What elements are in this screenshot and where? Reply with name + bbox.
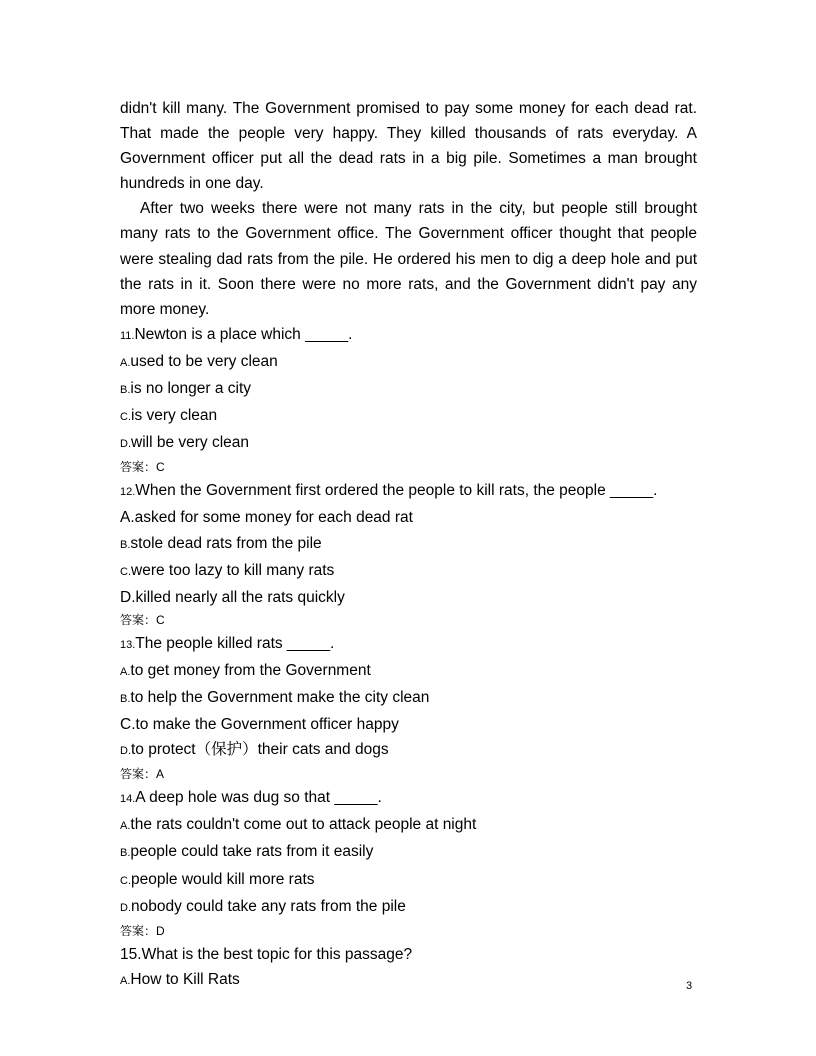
option-letter: A. bbox=[120, 356, 131, 369]
option-d bbox=[120, 737, 697, 764]
answer-key: 答案：A bbox=[120, 767, 165, 782]
option-letter: A. bbox=[120, 820, 131, 833]
option-text: were too lazy to kill many rats bbox=[131, 561, 335, 579]
option-a bbox=[120, 505, 697, 530]
option-a bbox=[120, 967, 697, 994]
question-text: What is the best topic for this passage? bbox=[141, 945, 413, 963]
question-11 bbox=[120, 322, 697, 478]
option-text: killed nearly all the rats quickly bbox=[135, 588, 345, 606]
question-number: 14. bbox=[120, 793, 136, 806]
option-letter: A. bbox=[120, 665, 131, 678]
option-c bbox=[120, 558, 697, 585]
question-number: 15. bbox=[120, 945, 142, 963]
answer-key: 答案：D bbox=[120, 923, 165, 938]
option-text: used to be very clean bbox=[130, 352, 278, 370]
question-number: 11. bbox=[120, 329, 135, 342]
passage-paragraph-2: After two weeks there were not many rats in the city, but people still brought many rats to the Government office. The Government officer thought that people were stealing dad rats from the pile. He ordered his men to dig a deep hole and put the rats in it. Soon there were no more rats, and the Government didn't pay any more money. bbox=[120, 200, 697, 318]
question-number: 13. bbox=[120, 638, 136, 651]
question-15 bbox=[120, 942, 697, 994]
question-stem bbox=[120, 942, 697, 967]
option-text: asked for some money for each dead rat bbox=[134, 509, 413, 527]
option-text: nobody could take any rats from the pile bbox=[131, 897, 406, 915]
option-text: people would kill more rats bbox=[131, 870, 315, 888]
option-letter: D. bbox=[120, 745, 131, 758]
option-b bbox=[120, 685, 697, 712]
option-c bbox=[120, 712, 697, 737]
option-a bbox=[120, 349, 697, 376]
option-c bbox=[120, 867, 697, 894]
option-letter: C. bbox=[120, 565, 131, 578]
option-text: people could take rats from it easily bbox=[130, 843, 374, 861]
question-stem bbox=[120, 478, 697, 505]
option-letter: B. bbox=[120, 538, 131, 551]
option-letter: C. bbox=[120, 874, 131, 887]
option-letter: C. bbox=[120, 716, 136, 734]
option-text: to get money from the Government bbox=[130, 661, 371, 679]
option-d bbox=[120, 585, 697, 610]
option-letter: A. bbox=[120, 974, 131, 987]
option-text: the rats couldn't come out to attack people at night bbox=[130, 816, 477, 834]
option-a bbox=[120, 812, 697, 839]
option-text: will be very clean bbox=[131, 434, 250, 452]
page-content bbox=[120, 96, 697, 994]
option-text: is very clean bbox=[131, 407, 218, 425]
option-b bbox=[120, 839, 697, 866]
question-stem bbox=[120, 631, 697, 658]
question-text: When the Government first ordered the people to kill rats, the people _____. bbox=[135, 482, 658, 500]
option-text: stole dead rats from the pile bbox=[130, 534, 322, 552]
question-text: A deep hole was dug so that _____. bbox=[135, 789, 382, 807]
option-a bbox=[120, 658, 697, 685]
option-c bbox=[120, 403, 697, 430]
option-text: to protect（保护）their cats and dogs bbox=[131, 741, 389, 759]
option-letter: D. bbox=[120, 588, 136, 606]
question-number: 12. bbox=[120, 486, 136, 499]
answer-key: 答案：C bbox=[120, 460, 165, 475]
option-text: to make the Government officer happy bbox=[135, 716, 399, 734]
option-letter: B. bbox=[120, 692, 131, 705]
question-12 bbox=[120, 478, 697, 630]
option-letter: A. bbox=[120, 509, 135, 527]
question-14 bbox=[120, 785, 697, 941]
option-b bbox=[120, 531, 697, 558]
option-letter: B. bbox=[120, 847, 131, 860]
passage-paragraph-1: didn't kill many. The Government promised to pay some money for each dead rat. That made the people very happy. They killed thousands of rats everyday. A Government officer put all the dead rats in a big pile. Sometimes a man brought hundreds in one day. bbox=[120, 100, 697, 193]
option-text: is no longer a city bbox=[130, 380, 252, 398]
option-letter: D. bbox=[120, 438, 131, 451]
question-text: Newton is a place which _____. bbox=[134, 325, 353, 343]
option-text: to help the Government make the city clean bbox=[130, 688, 430, 706]
option-d bbox=[120, 430, 697, 457]
option-b bbox=[120, 376, 697, 403]
page-number: 3 bbox=[686, 980, 693, 992]
question-text: The people killed rats _____. bbox=[135, 634, 335, 652]
option-text: How to Kill Rats bbox=[130, 970, 240, 988]
option-letter: B. bbox=[120, 384, 131, 397]
question-stem bbox=[120, 322, 697, 349]
option-letter: C. bbox=[120, 411, 131, 424]
answer-key: 答案：C bbox=[120, 612, 165, 627]
question-stem bbox=[120, 785, 697, 812]
option-letter: D. bbox=[120, 901, 131, 914]
option-d bbox=[120, 894, 697, 921]
question-13 bbox=[120, 631, 697, 785]
